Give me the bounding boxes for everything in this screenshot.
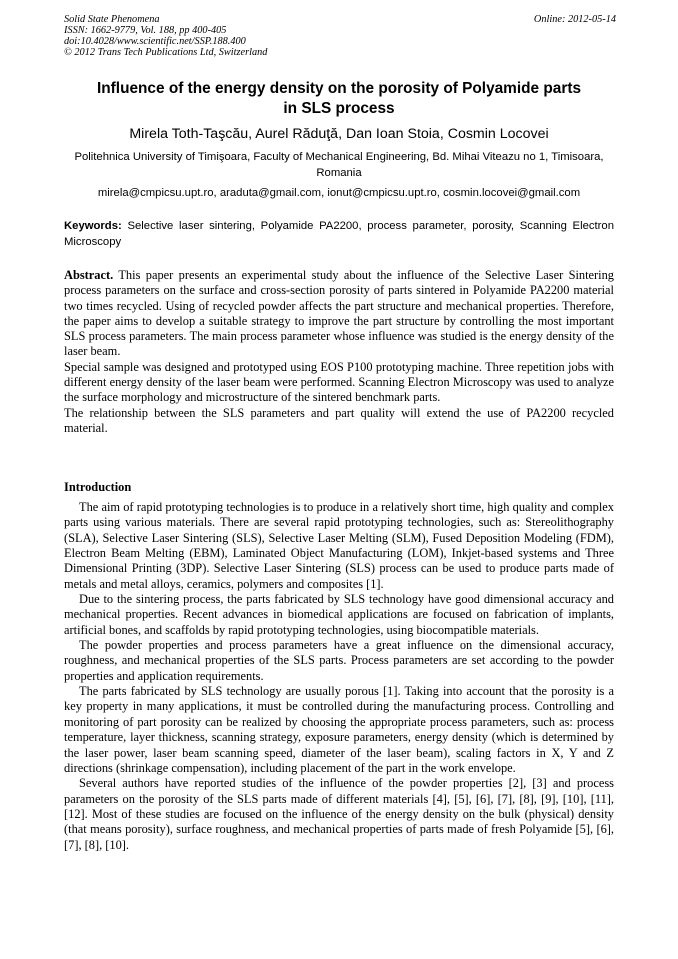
keywords-label: Keywords: (64, 220, 122, 232)
keywords (64, 219, 614, 250)
abstract-paragraph: Special sample was designed and prototyped using EOS P100 prototyping machine. Three repetition jobs with different energy density of the laser beam were performed. Scanning Electron Microscopy was used to analyze the surface morphology and microstructure of the sintered benchmark parts. (64, 359, 614, 405)
abstract-paragraph (64, 268, 614, 360)
affiliation: Politehnica University of Timişoara, Faculty of Mechanical Engineering, Bd. Mihai Viteazu no 1, Timisoara, Romania (74, 151, 604, 179)
abstract (64, 268, 614, 436)
body-paragraph: The powder properties and process parameters have a great influence on the dimensional accuracy, roughness, and mechanical properties of the SLS parts. Process parameters are set according to the powder properties and application requirements. (64, 638, 614, 683)
online-date: Online: 2012-05-14 (533, 14, 616, 25)
body-paragraph: The aim of rapid prototyping technologies is to produce in a relatively short time, high quality and complex parts using various materials. There are several rapid prototyping technologies, such as: Stereolithography (SLA), Selective Laser Sintering (SLS), Selective Laser Melting (SLM), Fused Deposition Modeling (FDM), Electron Beam Melting (EBM), Laminated Object Manufacturing (LOM), Inkjet-based systems and Three Dimensional Printing (3DP). Selective Laser Sintering (SLS) process can be used to produce parts made of metals and metal alloys, ceramics, polymers and composites [1]. (64, 500, 614, 591)
author-list: Mirela Toth-Taşcău, Aurel Răduţă, Dan Ioan Stoia, Cosmin Locovei (129, 126, 549, 142)
journal-header (64, 14, 616, 58)
title-line-2: in SLS process (283, 100, 395, 117)
section-heading-introduction: Introduction (64, 480, 132, 494)
journal-copyright: © 2012 Trans Tech Publications Ltd, Switzerland (64, 47, 268, 58)
journal-doi: doi:10.4028/www.scientific.net/SSP.188.400 (64, 36, 246, 47)
body-paragraph: The parts fabricated by SLS technology are usually porous [1]. Taking into account that the porosity is a key property in many applications, it must be controlled during the manufacturing process. Controlling and monitoring of part porosity can be realized by choosing the appropriate process parameters, such as: process temperature, layer thickness, scanning strategy, exposure parameters, energy density (which is determined by the laser power, laser beam scanning speed, diameter of the laser beam), scaling factors in X, Y and Z directions (shrinkage compensation), including placement of the part in the work envelope. (64, 684, 614, 775)
author-emails: mirela@cmpicsu.upt.ro, araduta@gmail.com, ionut@cmpicsu.upt.ro, cosmin.locovei@gmail.com (97, 187, 581, 199)
introduction-body (64, 500, 614, 853)
title-line-1: Influence of the energy density on the porosity of Polyamide parts (96, 80, 582, 97)
abstract-text-1: This paper presents an experimental study about the influence of the Selective Laser Sintering process parameters on the surface and cross-section porosity of parts sintered in Polyamide PA2200 material two times recycled. Using of recycled powder affects the part structure and mechanical properties. Therefore, the paper aims to develop a suitable strategy to improve the part structure by controlling the most important SLS process parameters. The main process parameter whose influence was studied is the energy density of the laser beam. (64, 268, 614, 359)
body-paragraph: Due to the sintering process, the parts fabricated by SLS technology have good dimensional accuracy and mechanical properties. Recent advances in biomedical applications are focused on fabrication of implants, artificial bones, and scaffolds by rapid prototyping technologies, using biocompatible materials. (64, 592, 614, 637)
abstract-label: Abstract. (64, 268, 114, 282)
keywords-text: Selective laser sintering, Polyamide PA2200, process parameter, porosity, Scanning Electron Microscopy (64, 220, 614, 248)
body-paragraph: Several authors have reported studies of the influence of the powder properties [2], [3] and process parameters on the porosity of the SLS parts made of different materials [4], [5], [6], [7], [8], [9], [10], [11], [12]. Most of these studies are focused on the influence of the energy density on the bulk (physical) density (that means porosity), surface roughness, and mechanical properties of parts made of fresh Polyamide [5], [6], [7], [8], [10]. (64, 776, 614, 852)
journal-issn: ISSN: 1662-9779, Vol. 188, pp 400-405 (64, 25, 227, 36)
journal-name: Solid State Phenomena (64, 14, 160, 25)
abstract-paragraph: The relationship between the SLS parameters and part quality will extend the use of PA2200 recycled material. (64, 405, 614, 435)
paper-title (64, 79, 614, 119)
